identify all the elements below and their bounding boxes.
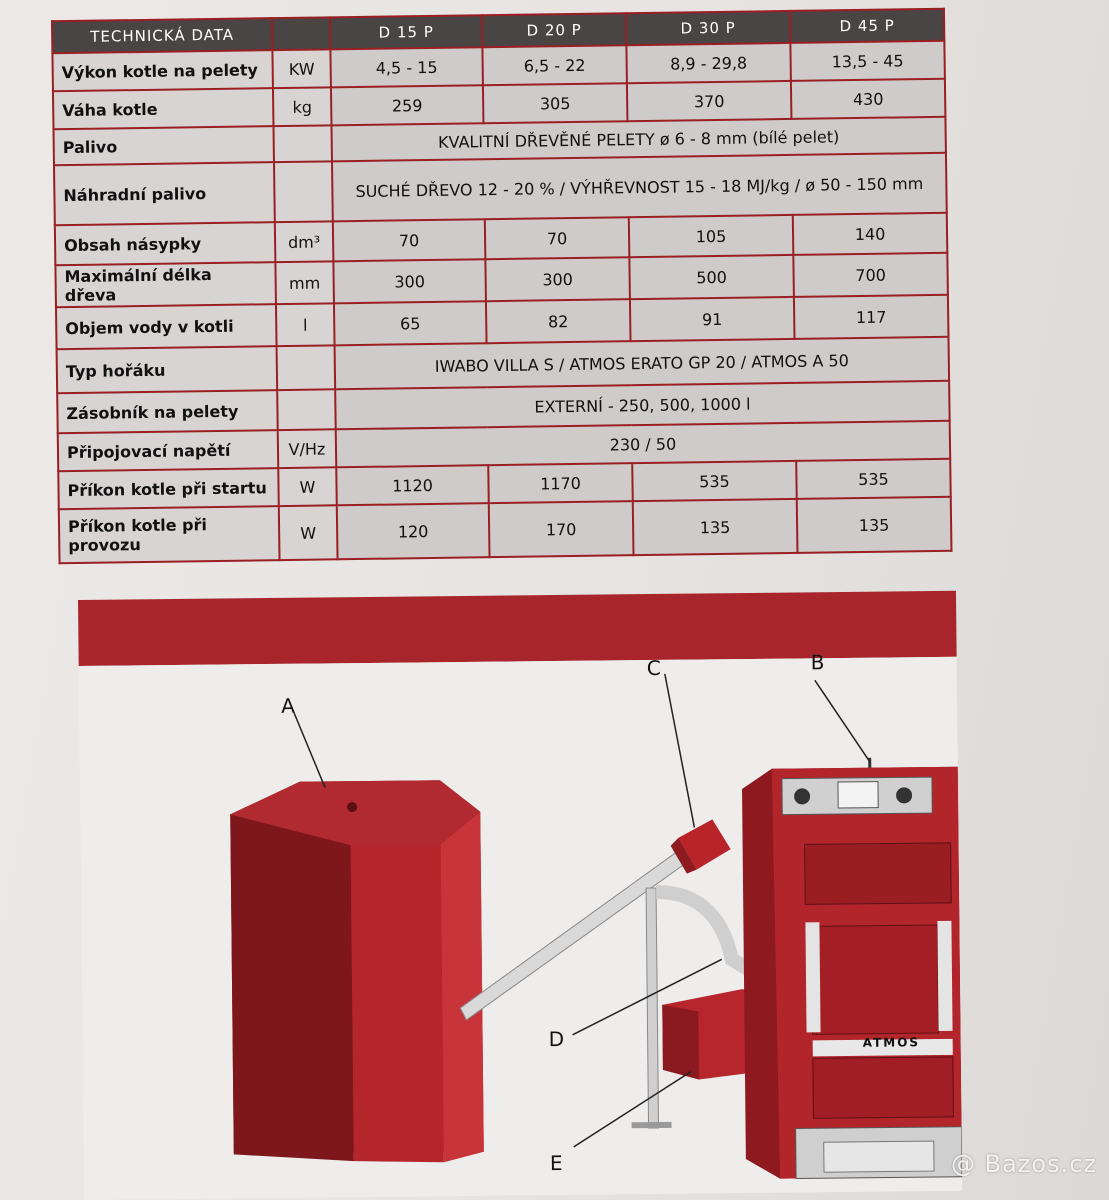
- cell-value: 259: [331, 85, 484, 125]
- row-unit: V/Hz: [278, 429, 337, 468]
- row-label: Příkon kotle při startu: [58, 468, 279, 509]
- cell-value: 6,5 - 22: [482, 45, 627, 85]
- cell-span-value: KVALITNÍ DŘEVĚNÉ PELETY ø 6 - 8 mm (bílé pelet): [331, 117, 945, 162]
- cell-value: 120: [337, 503, 490, 559]
- cell-value: 300: [333, 259, 486, 303]
- model-header: D 15 P: [330, 15, 482, 49]
- watermark-text: @ Bazos.cz: [950, 1150, 1097, 1178]
- cell-value: 430: [791, 79, 946, 119]
- cell-value: 135: [797, 497, 952, 553]
- auger-feeder-illustration: [458, 819, 749, 1130]
- table-title: TECHNICKÁ DATA: [52, 18, 272, 53]
- row-unit: dm³: [275, 221, 334, 262]
- row-unit: kg: [273, 87, 332, 126]
- technical-data-table: [51, 8, 951, 602]
- row-label: Váha kotle: [53, 88, 274, 129]
- row-label: Připojovací napětí: [58, 430, 279, 471]
- cell-value: 170: [489, 501, 634, 557]
- callout-label-a: A: [280, 693, 295, 718]
- model-header: D 45 P: [790, 9, 944, 43]
- cell-value: 8,9 - 29,8: [626, 43, 791, 83]
- cell-value: 535: [632, 461, 797, 501]
- model-header: D 20 P: [482, 13, 626, 47]
- row-unit: KW: [272, 49, 331, 88]
- row-label: Maximální délka dřeva: [55, 262, 276, 307]
- cell-value: 300: [485, 257, 630, 301]
- cell-value: 4,5 - 15: [330, 47, 483, 87]
- cell-value: 535: [796, 459, 951, 499]
- unit-header: [272, 17, 330, 50]
- cell-span-value: SUCHÉ DŘEVO 12 - 20 % / VÝHŘEVNOST 15 - 18 MJ/kg / ø 50 - 150 mm: [332, 153, 947, 222]
- cell-value: 82: [486, 299, 631, 343]
- callout-label-c: C: [646, 655, 661, 681]
- cell-value: 70: [485, 217, 630, 259]
- cell-value: 91: [630, 297, 795, 341]
- row-unit: [274, 161, 333, 222]
- boiler-system-diagram: [78, 591, 962, 1200]
- row-label: Obsah násypky: [55, 222, 276, 265]
- row-label: Příkon kotle při provozu: [59, 506, 280, 563]
- callout-label-e: E: [549, 1150, 563, 1176]
- row-unit: [277, 345, 336, 390]
- boiler-illustration: [742, 757, 962, 1179]
- row-label: Výkon kotle na pelety: [52, 50, 273, 91]
- diagram-illustration: [79, 657, 963, 1200]
- cell-value: 140: [793, 213, 948, 255]
- row-unit: [273, 125, 331, 162]
- cell-value: 70: [333, 219, 486, 261]
- row-unit: [277, 389, 336, 430]
- cell-value: 105: [629, 215, 794, 257]
- row-unit: W: [278, 467, 337, 506]
- cell-value: 13,5 - 45: [790, 41, 945, 81]
- row-label: Zásobník na pelety: [57, 390, 278, 433]
- cell-span-value: 230 / 50: [336, 421, 950, 468]
- row-label: Objem vody v kotli: [56, 304, 277, 349]
- cell-span-value: EXTERNÍ - 250, 500, 1000 l: [335, 381, 949, 430]
- cell-value: 370: [627, 81, 792, 121]
- cell-value: 117: [794, 295, 949, 339]
- cell-value: 1120: [336, 465, 489, 505]
- row-label: Náhradní palivo: [54, 162, 275, 225]
- row-unit: mm: [275, 261, 334, 304]
- callout-label-b: B: [810, 650, 825, 675]
- diagram-header-band: [78, 591, 957, 666]
- cell-value: 500: [629, 255, 794, 299]
- cell-value: 1170: [488, 463, 633, 503]
- row-label: Palivo: [54, 126, 274, 165]
- cell-value: 135: [633, 499, 798, 555]
- boiler-brand-badge: ATMOS: [862, 1035, 921, 1050]
- pellet-hopper-illustration: [230, 780, 484, 1165]
- row-unit: W: [279, 505, 338, 560]
- callout-label-d: D: [548, 1026, 565, 1052]
- cell-value: 700: [793, 253, 948, 297]
- cell-span-value: IWABO VILLA S / ATMOS ERATO GP 20 / ATMOS A 50: [335, 337, 950, 390]
- cell-value: 305: [483, 83, 628, 123]
- model-header: D 30 P: [626, 11, 790, 45]
- cell-value: 65: [334, 301, 487, 345]
- row-unit: l: [276, 303, 335, 346]
- table-row: [59, 497, 952, 563]
- row-label: Typ hořáku: [57, 346, 278, 393]
